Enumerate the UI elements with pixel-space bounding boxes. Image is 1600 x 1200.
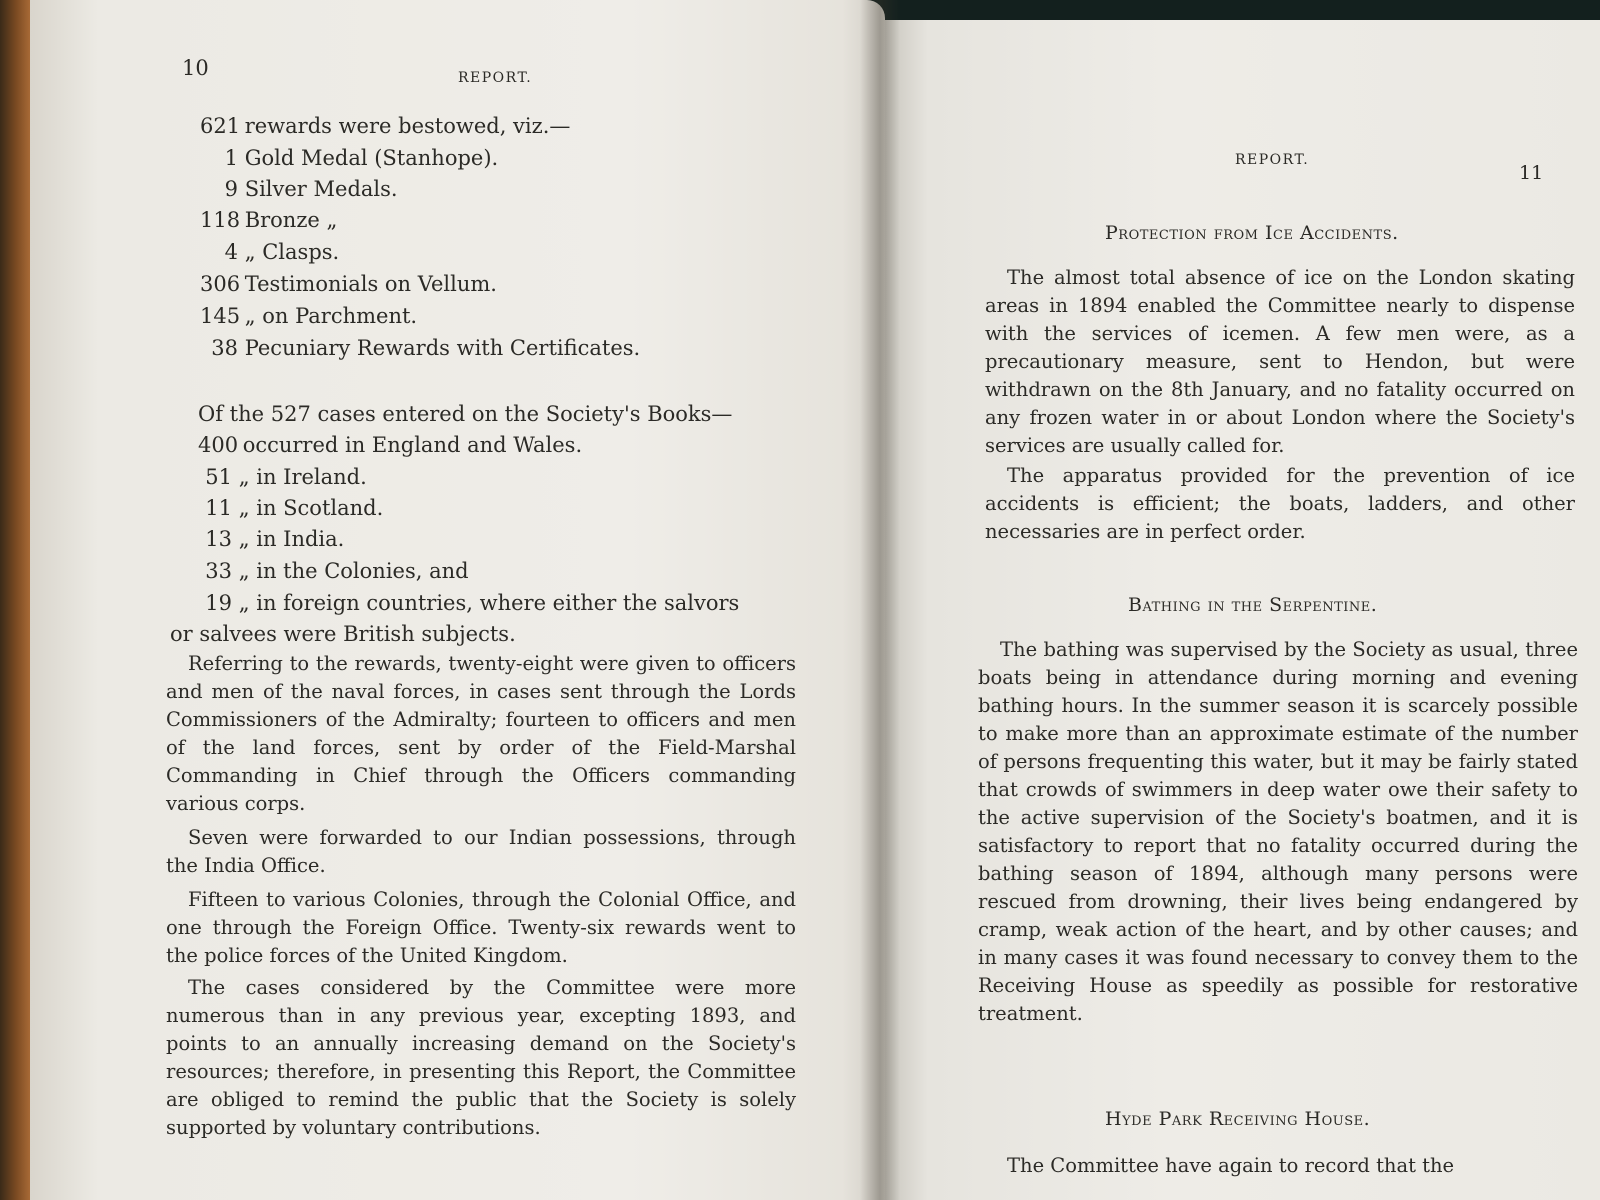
list-item: 9 Silver Medals. xyxy=(224,177,398,201)
list-item: 306 Testimonials on Vellum. xyxy=(200,272,497,296)
list-item: 33 „ in the Colonies, and xyxy=(205,559,469,583)
paragraph: Referring to the rewards, twenty-eight were given to officers and men of the naval forces, in cases sent through the Lords Commissioners of the Admiralty; fourteen to officers and men of the land forces, sent by order of the Field-Marshal Commanding in Chief through the Officers commanding various corps. xyxy=(166,652,796,815)
cases-intro: Of the 527 cases entered on the Society's Books— xyxy=(198,402,733,426)
section-text xyxy=(985,1152,1575,1180)
list-item: 51 „ in Ireland. xyxy=(205,465,367,489)
paragraph: The Committee have again to record that the xyxy=(1007,1154,1455,1177)
section-heading: Hyde Park Receiving House. xyxy=(1105,1108,1371,1130)
paragraph: Seven were forwarded to our Indian possessions, through the India Office. xyxy=(166,826,796,877)
page-number: 10 xyxy=(182,56,209,80)
left-page xyxy=(30,0,885,1200)
paragraph: Fifteen to various Colonies, through the Colonial Office, and one through the Foreign Office. Twenty-six rewards went to the police forces of the United Kingdom. xyxy=(166,888,796,967)
section-text xyxy=(985,264,1575,546)
paragraph: The apparatus provided for the prevention of ice accidents is efficient; the boats, ladders, and other necessaries are in perfect order. xyxy=(985,464,1575,543)
section-text xyxy=(978,636,1578,1028)
list-item: 400 occurred in England and Wales. xyxy=(198,433,583,457)
cases-tail: or salvees were British subjects. xyxy=(170,622,516,646)
running-head: REPORT. xyxy=(1235,152,1310,168)
section-heading: Bathing in the Serpentine. xyxy=(1128,594,1378,616)
page-number: 11 xyxy=(1519,162,1544,184)
list-item: 11 „ in Scotland. xyxy=(205,496,384,520)
list-item: 13 „ in India. xyxy=(205,527,345,551)
list-item: 1 Gold Medal (Stanhope). xyxy=(224,146,499,170)
book-gutter xyxy=(860,0,900,1200)
list-item: 38 Pecuniary Rewards with Certificates. xyxy=(211,336,641,360)
paragraph: The almost total absence of ice on the London skating areas in 1894 enabled the Committee nearly to dispense with the services of icemen. A few men were, as a precautionary measure, sent to Hendon, but were withdrawn on the 8th January, and no fatality occurred on any frozen water in or about London where the Society's services are usually called for. xyxy=(985,266,1575,457)
section-heading: Protection from Ice Accidents. xyxy=(1105,222,1399,244)
body-text xyxy=(166,650,796,1142)
running-head: REPORT. xyxy=(458,70,533,86)
list-item: 19 „ in foreign countries, where either the salvors xyxy=(205,591,740,615)
list-item: 4 „ Clasps. xyxy=(224,240,340,264)
list-item: 145 „ on Parchment. xyxy=(200,304,418,328)
list-item: 118 Bronze „ xyxy=(200,208,338,232)
rewards-intro: 621 rewards were bestowed, viz.— xyxy=(200,114,571,138)
paragraph: The bathing was supervised by the Society as usual, three boats being in attendance during morning and evening bathing hours. In the summer season it is scarcely possible to make more than an approximate estimate of the number of persons frequenting this water, but it may be fairly stated that crowds of swimmers in deep water owe their safety to the active supervision of the Society's boatmen, and it is satisfactory to report that no fatality occurred during the bathing season of 1894, although many persons were rescued from drowning, their lives being endangered by cramp, weak action of the heart, and by other causes; and in many cases it was found necessary to convey them to the Receiving House as speedily as possible for restorative treatment. xyxy=(978,638,1578,1025)
right-page xyxy=(885,20,1600,1200)
paragraph: The cases considered by the Committee were more numerous than in any previous year, excepting 1893, and points to an annually increasing demand on the Society's resources; therefore, in presenting this Report, the Committee are obliged to remind the public that the Society is solely supported by voluntary contributions. xyxy=(166,976,796,1139)
